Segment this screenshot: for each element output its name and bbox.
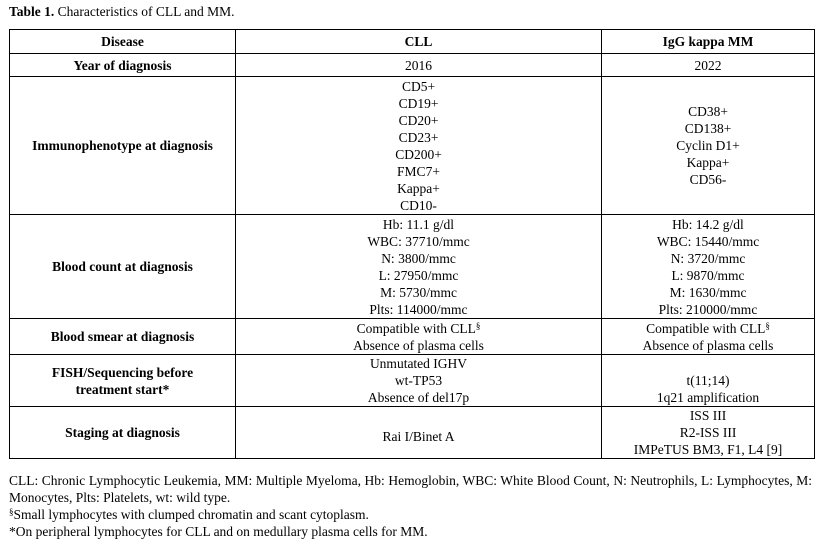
section-note: [9, 506, 812, 523]
smear-text: Compatible with CLL: [646, 320, 766, 336]
abbreviations-note: CLL: Chronic Lymphocytic Leukemia, MM: Multiple Myeloma, Hb: Hemoglobin, WBC: White Blood Count, N: Neutrophils, L: Lymphocytes, M: Monocytes, Plts: Platelets, wt: wild type.: [9, 473, 812, 505]
table-row: [10, 215, 815, 319]
cell-line: 2016: [405, 57, 432, 73]
cell-line: CD10-: [400, 197, 437, 213]
cell-line: N: 3720/mmc: [670, 250, 746, 266]
table-row: [10, 355, 815, 407]
cell-line: ISS III: [689, 408, 727, 423]
cell-line: CD19+: [398, 95, 439, 111]
cell-line: WBC: 37710/mmc: [367, 233, 470, 249]
characteristics-table: [9, 29, 815, 459]
cell-line: [606, 320, 810, 337]
table-row: [10, 77, 815, 215]
cell-mm-immunophenotype: [602, 77, 815, 215]
cell-line: R2-ISS III: [679, 425, 737, 440]
cell-line: L: 27950/mmc: [378, 267, 459, 283]
cell-mm-staging: [602, 407, 815, 459]
label-line: treatment start*: [75, 381, 170, 397]
cell-mm-year: [602, 54, 815, 77]
section-mark: §: [9, 507, 14, 517]
cell-line: 1q21 amplification: [656, 390, 760, 405]
cell-line: Unmutated IGHV: [369, 356, 468, 371]
cell-line: N: 3800/mmc: [381, 250, 456, 266]
table-row: [10, 319, 815, 355]
footnotes: [9, 472, 812, 540]
cell-line: CD20+: [398, 112, 439, 128]
cell-line: FMC7+: [397, 163, 440, 179]
cell-line: L: 9870/mmc: [671, 267, 745, 283]
cell-line: Kappa+: [397, 180, 440, 196]
header-disease: Disease: [10, 30, 236, 54]
cell-line: CD138+: [684, 121, 732, 136]
cell-cll-immunophenotype: [236, 77, 602, 215]
header-cll: CLL: [236, 30, 602, 54]
header-row: [10, 30, 815, 54]
cell-line: CD5+: [401, 78, 436, 94]
section-mark: §: [765, 320, 770, 331]
cell-line: Absence of plasma cells: [353, 337, 484, 353]
cell-line: wt-TP53: [394, 373, 443, 388]
cell-mm-blood-count: [602, 215, 815, 319]
cell-line: 2022: [694, 57, 722, 73]
table-caption: [9, 3, 235, 20]
cell-line: Rai I/Binet A: [382, 429, 455, 444]
cell-cll-staging: [236, 407, 602, 459]
cell-cll-blood-smear: [236, 319, 602, 355]
cell-line: CD38+: [688, 104, 728, 119]
cell-cll-blood-count: [236, 215, 602, 319]
cell-line: [240, 320, 597, 337]
row-label-immunophenotype: Immunophenotype at diagnosis: [10, 77, 236, 215]
row-label-blood-smear: Blood smear at diagnosis: [10, 319, 236, 355]
caption-label: Table 1.: [9, 4, 55, 19]
cell-mm-fish: [602, 355, 815, 407]
cell-mm-blood-smear: [602, 319, 815, 355]
cell-line: CD56-: [689, 172, 727, 187]
cell-line: Hb: 14.2 g/dl: [672, 216, 744, 232]
row-label-staging: Staging at diagnosis: [10, 407, 236, 459]
row-label-blood-count: Blood count at diagnosis: [10, 215, 236, 319]
cell-line: Plts: 114000/mmc: [369, 301, 468, 317]
cell-line: Absence of del17p: [367, 390, 470, 405]
cell-line: CD200+: [395, 146, 442, 162]
cell-cll-fish: [236, 355, 602, 407]
cell-line: Kappa+: [686, 155, 730, 170]
cell-line: IMPeTUS BM3, F1, L4 [9]: [633, 442, 783, 457]
table-row: [10, 54, 815, 77]
cell-line: WBC: 15440/mmc: [656, 233, 760, 249]
section-note-text: Small lymphocytes with clumped chromatin and scant cytoplasm.: [13, 507, 369, 522]
cell-line: Cyclin D1+: [676, 138, 740, 153]
cell-line: M: 1630/mmc: [669, 284, 747, 300]
cell-line: Absence of plasma cells: [642, 337, 774, 353]
table-row: [10, 407, 815, 459]
row-label-year: Year of diagnosis: [10, 54, 236, 77]
row-label-fish: [10, 355, 236, 407]
cell-line: Hb: 11.1 g/dl: [382, 216, 455, 232]
header-mm: IgG kappa MM: [602, 30, 815, 54]
label-line: FISH/Sequencing before: [51, 364, 194, 380]
cell-line: CD23+: [398, 129, 439, 145]
star-note: *On peripheral lymphocytes for CLL and on medullary plasma cells for MM.: [9, 524, 428, 539]
section-mark: §: [475, 320, 481, 331]
cell-cll-year: [236, 54, 602, 77]
cell-line: t(11;14): [686, 373, 730, 388]
caption-text: Characteristics of CLL and MM.: [57, 4, 235, 19]
smear-text: Compatible with CLL: [356, 320, 476, 336]
cell-line: Plts: 210000/mmc: [658, 301, 758, 317]
cell-line: M: 5730/mmc: [380, 284, 457, 300]
